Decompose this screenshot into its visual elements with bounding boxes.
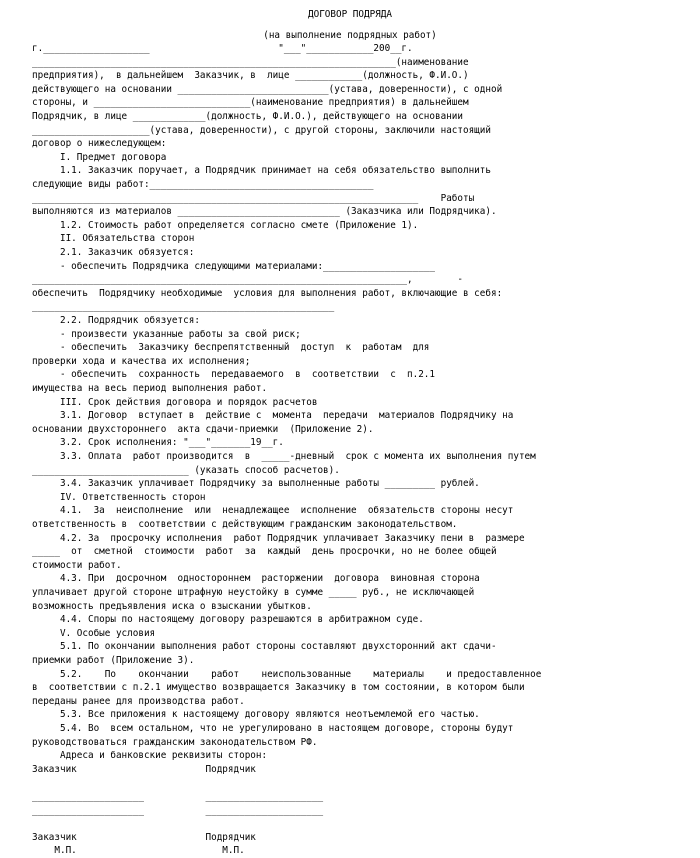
document-line: 5.1. По окончании выполнения работ стороны составляют двухсторонний акт сдачи- bbox=[32, 641, 497, 653]
document-subtitle: (на выполнение подрядных работ) bbox=[263, 30, 437, 41]
document-line: 4.3. При досрочном одностороннем расторжении договора виновная сторона bbox=[32, 573, 480, 585]
document-line: предприятия), в дальнейшем Заказчик, в лице ____________(должность, Ф.И.О.) bbox=[32, 70, 469, 82]
document-line: - обеспечить Подрядчика следующими материалами:____________________ bbox=[32, 260, 435, 272]
document-line: II. Обязательства сторон bbox=[32, 233, 195, 245]
document-line: Заказчик Подрядчик bbox=[32, 763, 256, 775]
document-line: 3.2. Срок исполнения: "___"_______19__г. bbox=[32, 437, 284, 449]
document-line: 5.4. Во всем остальном, что не урегулировано в настоящем договоре, стороны будут bbox=[32, 723, 514, 734]
document-line: 3.3. Оплата работ производится в _____-дневный срок с момента их выполнения путем bbox=[32, 451, 536, 462]
document-title: ДОГОВОР ПОДРЯДА bbox=[308, 9, 392, 20]
document-line: V. Особые условия bbox=[32, 627, 156, 639]
document-line: Заказчик Подрядчик bbox=[32, 831, 256, 843]
document-line: обеспечить Подрядчику необходимые условия для выполнения работ, включающие в себя: bbox=[32, 287, 503, 299]
document-line: 1.1. Заказчик поручает, а Подрядчик принимает на себя обязательство выполнить bbox=[32, 165, 491, 177]
document-line: основании двухстороннего акта сдачи-приемки (Приложение 2). bbox=[32, 423, 374, 435]
document-line: стороны, и ____________________________(наименование предприятия) в дальнейшем bbox=[32, 97, 469, 109]
document-line: 4.4. Споры по настоящему договору разрешаются в арбитражном суде. bbox=[32, 614, 424, 626]
document-line: стоимости работ. bbox=[32, 559, 122, 571]
document-line: 4.1. За неисполнение или ненадлежащее исполнение обязательств стороны несут bbox=[32, 505, 514, 517]
document-line: г.___________________ "___"____________200__г. bbox=[32, 43, 413, 54]
document-line: возможность предъявления иска о взыскании убытков. bbox=[32, 600, 312, 612]
document-line: ___________________________________________________________________, - bbox=[32, 274, 463, 286]
document-line: действующего на основании ___________________________(устава, доверенности), с одной bbox=[32, 83, 503, 95]
document-line: М.П. М.П. bbox=[32, 845, 245, 857]
document-line: 3.4. Заказчик уплачивает Подрядчику за выполненные работы _________ рублей. bbox=[32, 478, 480, 490]
document-line: переданы ранее для производства работ. bbox=[32, 695, 245, 707]
document-line: проверки хода и качества их исполнения; bbox=[32, 355, 251, 367]
document-line: приемки работ (Приложение 3). bbox=[32, 655, 195, 666]
document-line: ____________________________ (указать способ расчетов). bbox=[32, 464, 340, 476]
document-line: 5.2. По окончании работ неиспользованные материалы и предоставленное bbox=[32, 668, 542, 680]
document-line: договор о нижеследующем: bbox=[32, 138, 167, 150]
document-line: имущества на весь период выполнения работ. bbox=[32, 383, 268, 394]
document-line: 2.1. Заказчик обязуется: bbox=[32, 247, 195, 258]
document-line: - обеспечить Заказчику беспрепятственный доступ к работам для bbox=[32, 342, 430, 354]
document-line: в соответствии с п.2.1 имущество возвращается Заказчику в том состоянии, в котором были bbox=[32, 682, 525, 694]
document-line: уплачивает другой стороне штрафную неустойку в сумме _____ руб., не исключающей bbox=[32, 587, 475, 598]
document-line: IV. Ответственность сторон bbox=[32, 491, 206, 503]
document-line: следующие виды работ:________________________________________ bbox=[32, 179, 374, 190]
document-line: Адреса и банковские реквизиты сторон: bbox=[32, 750, 268, 762]
document-line: 3.1. Договор вступает в действие с момента передачи материалов Подрядчику на bbox=[32, 410, 514, 422]
document-line: 4.2. За просрочку исполнения работ Подрядчик уплачивает Заказчику пени в размере bbox=[32, 532, 525, 544]
document-line: - произвести указанные работы за свой риск; bbox=[32, 328, 301, 340]
document-line: ______________________________________________________ bbox=[32, 301, 335, 313]
document-line: Подрядчик, в лице _____________(должность, Ф.И.О.), действующего на основании bbox=[32, 111, 463, 122]
document-line: _________________________________________________________________(наименование bbox=[32, 56, 469, 68]
document-line: руководствоваться гражданским законодательством РФ. bbox=[32, 736, 318, 748]
document-line: - обеспечить сохранность передаваемого в соответствии с п.2.1 bbox=[32, 369, 435, 381]
document-line: выполняются из материалов _____________________________ (Заказчика или Подрядчика). bbox=[32, 206, 497, 218]
document-line: _____________________(устава, доверенности), с другой стороны, заключили настоящий bbox=[32, 124, 491, 136]
document-line: _____ от сметной стоимости работ за каждый день просрочки, но не более общей bbox=[32, 546, 497, 558]
document-line: 1.2. Стоимость работ определяется согласно смете (Приложение 1). bbox=[32, 219, 419, 231]
document-line: I. Предмет договора bbox=[32, 151, 167, 163]
document-line: ответственность в соответствии с действующим гражданским законодательством. bbox=[32, 519, 458, 530]
document-line: 2.2. Подрядчик обязуется: bbox=[32, 315, 200, 326]
document-line: ____________________ _____________________ bbox=[32, 791, 324, 802]
document-line: 5.3. Все приложения к настоящему договору являются неотъемлемой его частью. bbox=[32, 709, 480, 721]
document-line: _____________________________________________________________________ Работы bbox=[32, 192, 475, 204]
document-line: III. Срок действия договора и порядок расчетов bbox=[32, 396, 318, 408]
document-line: ____________________ _____________________ bbox=[32, 804, 324, 816]
